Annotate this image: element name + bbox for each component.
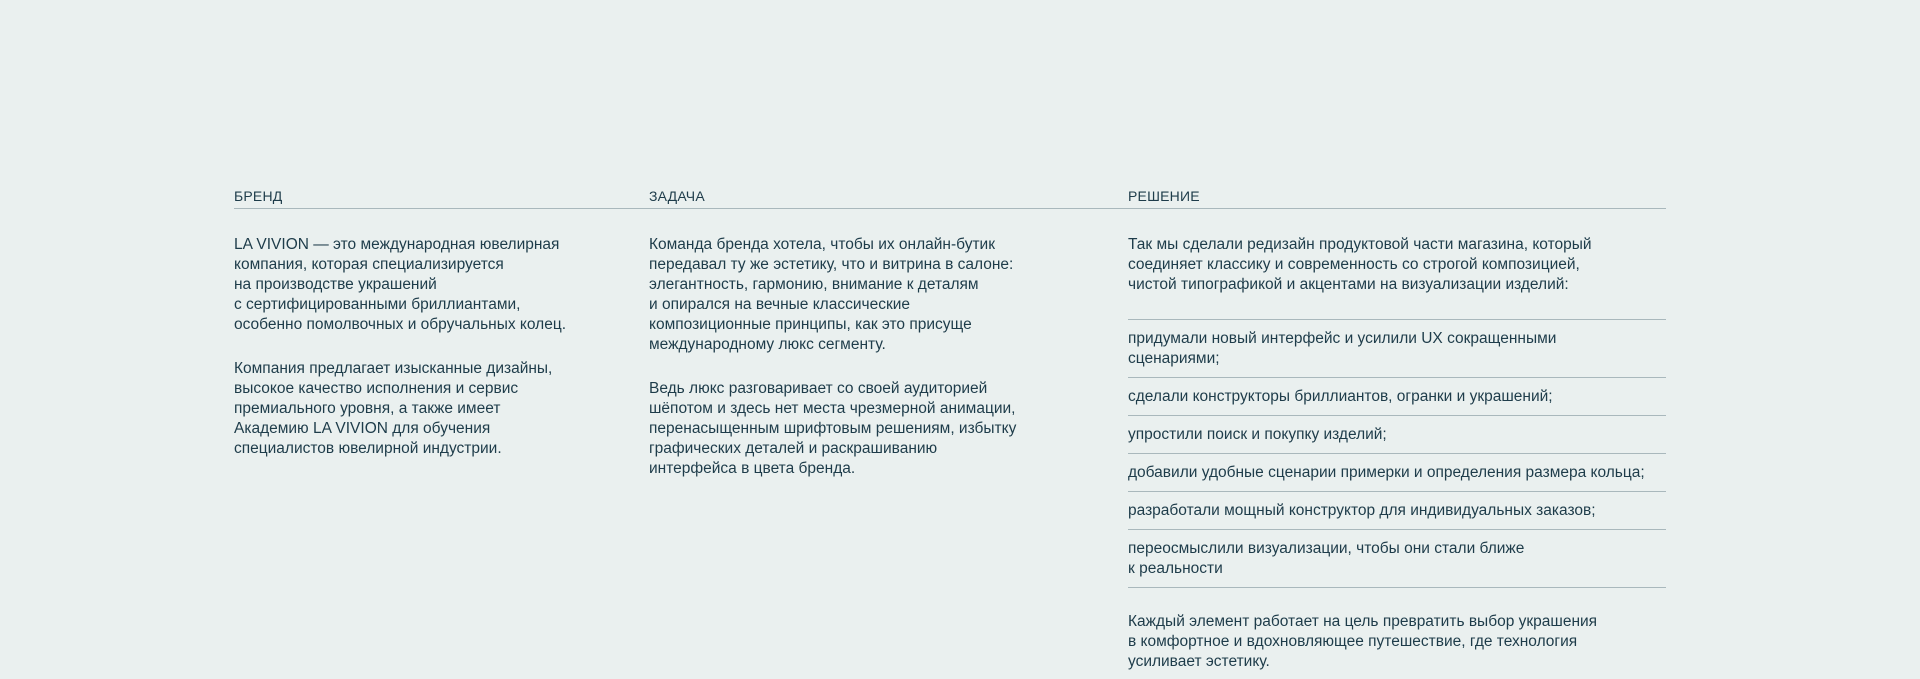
brand-paragraph-2: Компания предлагает изысканные дизайны, высокое качество исполнения и сервис премиального уровня, а также имеет Академию LA VIVION для обучения специалистов ювелирной индустрии. <box>234 360 553 457</box>
solution-column <box>1128 235 1666 672</box>
task-column <box>649 235 1069 479</box>
header-divider <box>234 208 1666 209</box>
task-column-title: ЗАДАЧА <box>649 188 705 204</box>
solution-column-title: РЕШЕНИЕ <box>1128 188 1200 204</box>
brand-column <box>234 235 634 459</box>
solution-list-item: сделали конструкторы бриллиантов, огранки и украшений; <box>1128 378 1666 416</box>
solution-list-item: упростили поиск и покупку изделий; <box>1128 416 1666 454</box>
solution-outro: Каждый элемент работает на цель превратить выбор украшения в комфортное и вдохновляющее путешествие, где технология усиливает эстетику. <box>1128 613 1598 670</box>
task-paragraph-2: Ведь люкс разговаривает со своей аудиторией шёпотом и здесь нет места чрезмерной анимации, перенасыщенным шрифтовым решениям, избытку графических деталей и раскрашиванию интерфейса в цвета бренда. <box>649 380 1017 477</box>
case-overview-section <box>234 172 1666 670</box>
solution-intro: Так мы сделали редизайн продуктовой части магазина, который соединяет классику и современность со строгой композицией, чистой типографикой и акцентами на визуализации изделий: <box>1128 236 1592 293</box>
solution-list-item: добавили удобные сценарии примерки и определения размера кольца; <box>1128 454 1666 492</box>
brand-column-title: БРЕНД <box>234 188 283 204</box>
solution-list-item: придумали новый интерфейс и усилили UX сокращенными сценариями; <box>1128 320 1666 378</box>
solution-list-item: переосмыслили визуализации, чтобы они стали ближе к реальности <box>1128 530 1666 588</box>
brand-paragraph-1: LA VIVION — это международная ювелирная компания, которая специализируется на производстве украшений с сертифицированными бриллиантами, особенно помолвочных и обручальных колец. <box>234 236 567 333</box>
solution-list <box>1128 319 1666 588</box>
column-headers <box>234 172 1666 208</box>
solution-list-item: разработали мощный конструктор для индивидуальных заказов; <box>1128 492 1666 530</box>
task-paragraph-1: Команда бренда хотела, чтобы их онлайн-бутик передавал ту же эстетику, что и витрина в салоне: элегантность, гармонию, внимание к деталям и опирался на вечные классические композиционные принципы, как это присуще международному люкс сегменту. <box>649 236 1014 353</box>
